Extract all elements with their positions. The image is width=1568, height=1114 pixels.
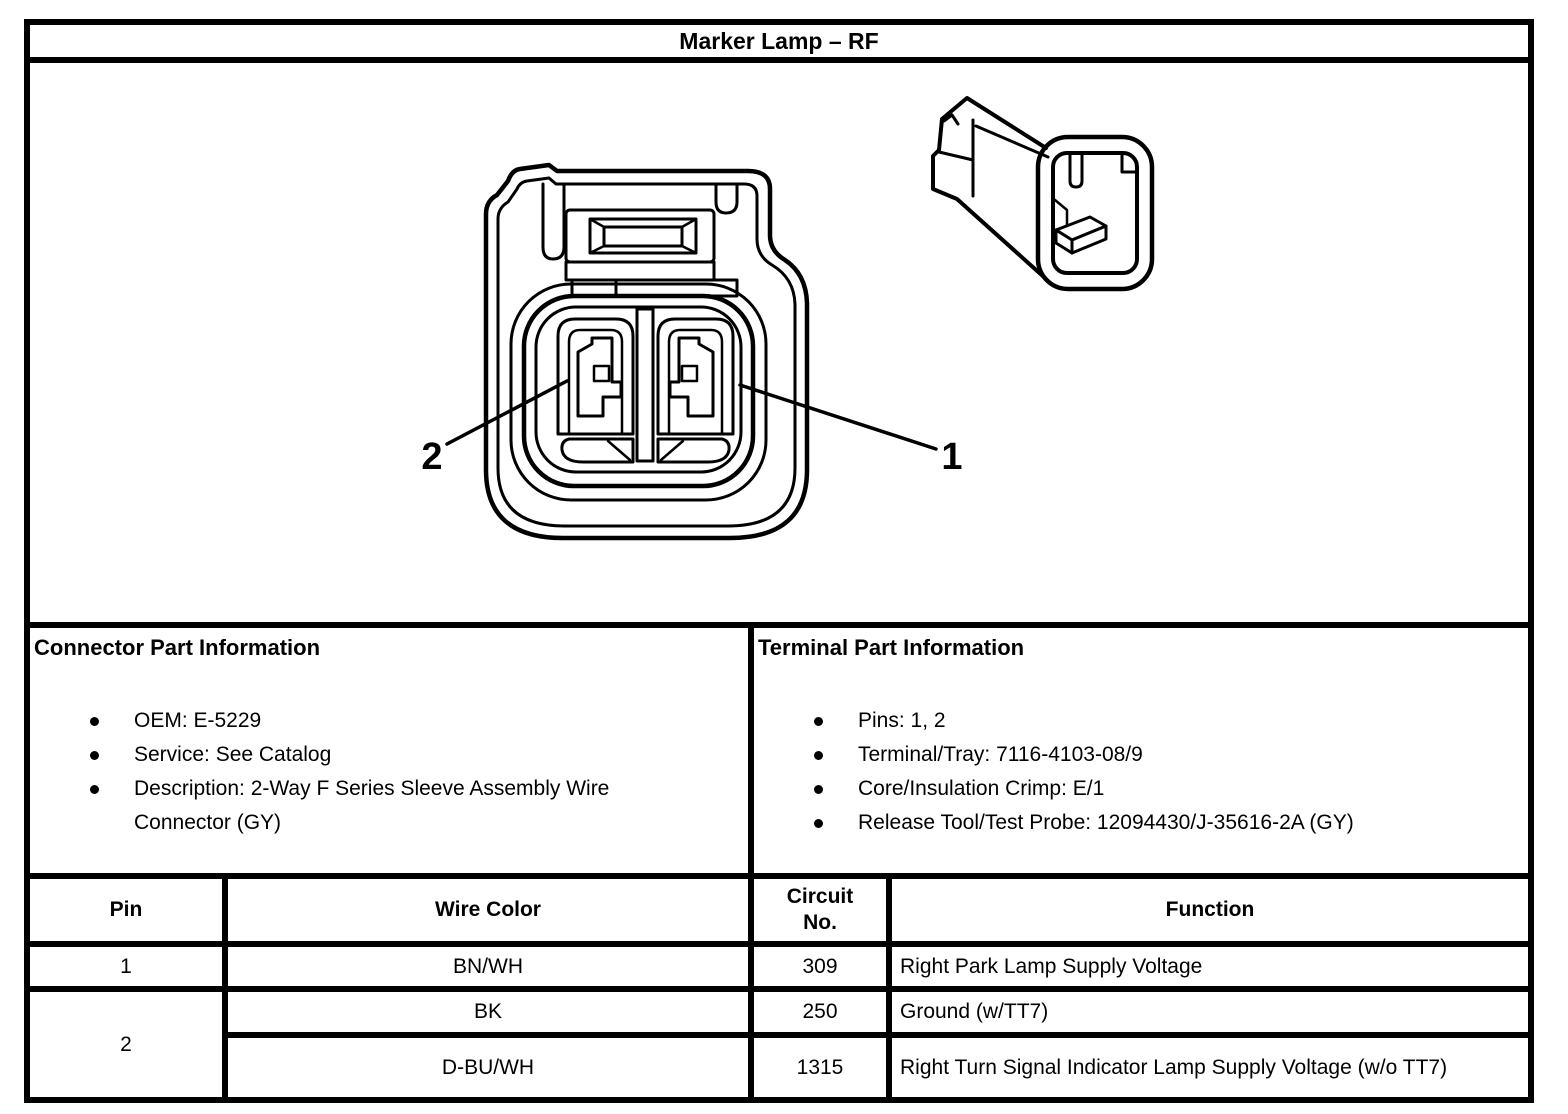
page-title: Marker Lamp – RF [679,28,879,54]
function-cell: Right Turn Signal Indicator Lamp Supply Voltage (w/o TT7) [900,1055,1448,1079]
pin-label-2: 2 [421,436,443,478]
connector-part-information-panel [30,628,754,873]
list-item: Pins: 1, 2 [758,704,1433,738]
column-header-pin: Pin [30,879,228,947]
connector-front-view [486,165,807,538]
leader-line-pin-2 [447,381,567,444]
list-item: Description: 2-Way F Series Sleeve Assembly Wire Connector (GY) [34,772,709,840]
front-body-outline [486,165,807,538]
wire-color-cell: BK [228,992,754,1038]
bullet-icon [814,785,823,794]
wire-color-cell: D-BU/WH [228,1038,754,1097]
pin-label-1: 1 [941,436,963,478]
connector-diagram-section [30,63,1528,628]
pin-cell: 1 [30,947,228,992]
function-cell: Ground (w/TT7) [892,992,1528,1038]
column-header-circuit-no: Circuit No. [754,879,892,947]
pin-table [30,879,1528,1097]
connector-diagram [30,63,1528,622]
bullet-icon [90,785,99,794]
column-header-function: Function [892,879,1528,947]
bullet-icon [814,717,823,726]
terminal-info-list [758,704,1518,840]
bullet-icon [90,751,99,760]
terminal-info-heading: Terminal Part Information [758,635,1025,660]
pin-table-section [30,879,1528,1097]
circuit-no-cell: 1315 [754,1038,892,1097]
list-item: Terminal/Tray: 7116-4103-08/9 [758,738,1433,772]
connector-info-heading: Connector Part Information [34,635,321,660]
bullet-icon [814,751,823,760]
circuit-no-cell: 250 [754,992,892,1038]
function-cell: Right Park Lamp Supply Voltage [892,947,1528,992]
side-body-outline [933,98,1046,278]
part-information-row [30,628,1528,879]
bullet-icon [814,819,823,828]
column-header-wire-color: Wire Color [228,879,754,947]
list-item: Release Tool/Test Probe: 12094430/J-35616-2A (GY) [758,806,1433,840]
bullet-icon [90,717,99,726]
list-item: Core/Insulation Crimp: E/1 [758,772,1433,806]
service-info-page [24,19,1534,1103]
connector-side-view [933,98,1152,289]
title-bar [30,25,1528,63]
terminal-part-information-panel [754,628,1528,873]
wire-color-cell: BN/WH [228,947,754,992]
pin-cell: 2 [30,992,228,1097]
circuit-no-cell: 309 [754,947,892,992]
list-item: OEM: E-5229 [34,704,709,738]
leader-line-pin-1 [740,385,936,449]
connector-info-list [34,704,738,840]
list-item: Service: See Catalog [34,738,709,772]
